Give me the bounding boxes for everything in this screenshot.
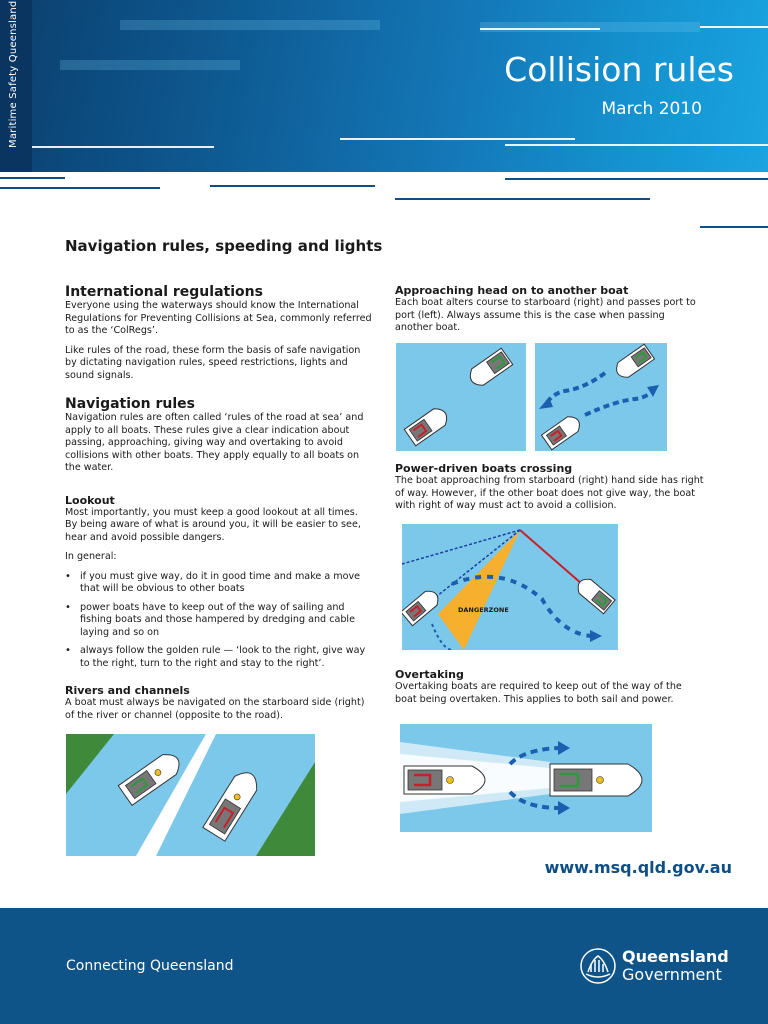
intl-regulations-heading: International regulations — [65, 284, 263, 300]
header-banner — [0, 0, 768, 172]
in-general-label: In general: — [65, 551, 117, 562]
crossing-diagram — [402, 524, 618, 650]
navigation-rules-heading: Navigation rules — [65, 396, 196, 412]
gov-name: Queensland — [622, 947, 729, 966]
left-column — [65, 284, 373, 722]
rivers-paragraph: A boat must always be navigated on the starboard side (right) of the river or channel (opposite to the road). — [65, 697, 365, 721]
footer-tagline: Connecting Queensland — [66, 958, 234, 974]
intl-regulations-paragraph: Everyone using the waterways should know the International Regulations for Preventing Collisions at Sea, commonly referred to as the ‘ColRegs’. — [65, 300, 372, 336]
crossing-paragraph: The boat approaching from starboard (right) hand side has right of way. However, if the other boat does not give way, the boat with right of way must act to avoid a collision. — [395, 475, 704, 511]
rivers-diagram — [66, 734, 315, 856]
head-on-diagram-1 — [396, 343, 526, 451]
lookout-bullet-list — [65, 571, 373, 671]
gov-sub: Government — [622, 965, 722, 984]
crossing-heading: Power-driven boats crossing — [395, 462, 573, 475]
crossing-section — [395, 462, 705, 513]
overtaking-heading: Overtaking — [395, 668, 464, 681]
list-item: • always follow the golden rule — ‘look to the right, give way to the right, turn to the right and stay to the right’. — [65, 645, 373, 670]
footer — [0, 908, 768, 1024]
dangerzone-label: DANGERZONE — [458, 606, 509, 614]
coat-of-arms-icon — [578, 946, 618, 986]
rivers-heading: Rivers and channels — [65, 684, 190, 697]
lookout-heading: Lookout — [65, 493, 115, 507]
overtaking-paragraph: Overtaking boats are required to keep out of the way of the boat being overtaken. This applies to both sail and power. — [395, 681, 682, 705]
navigation-rules-paragraph: Navigation rules are often called ‘rules of the road at sea’ and apply to all boats. These rules give a clear indication about passing, approaching, giving way and overtaking to avoid collisions with other boats. They apply equally to all boats on the water. — [65, 412, 364, 473]
organisation-label: Maritime Safety Queensland — [8, 0, 19, 148]
overtaking-section — [395, 668, 705, 706]
intl-regulations-paragraph-2: Like rules of the road, these form the basis of safe navigation by dictating navigation rules, speed restrictions, lights and sound signals. — [65, 344, 361, 381]
list-item: • power boats have to keep out of the way of sailing and fishing boats and those hampered by dredging and cable laying and so on — [65, 602, 373, 640]
header-side-strip — [0, 0, 32, 172]
section-heading: Navigation rules, speeding and lights — [65, 237, 383, 255]
publication-date: March 2010 — [601, 99, 702, 119]
list-item: • if you must give way, do it in good time and make a move that will be obvious to other boats — [65, 571, 373, 596]
page-title: Collision rules — [504, 50, 734, 89]
right-column — [395, 284, 705, 335]
content-area — [0, 172, 768, 908]
website-link[interactable]: www.msq.qld.gov.au — [544, 858, 732, 877]
queensland-government-logo — [578, 946, 738, 990]
head-on-heading: Approaching head on to another boat — [395, 284, 629, 297]
head-on-diagram-2 — [535, 343, 667, 451]
overtaking-diagram — [400, 724, 652, 832]
head-on-paragraph: Each boat alters course to starboard (right) and passes port to port (left). Always assume this is the case when passing another boat. — [395, 297, 696, 333]
lookout-paragraph: Most importantly, you must keep a good lookout at all times. By being aware of what is around you, it will be easier to see, hear and avoid possible dangers. — [65, 506, 361, 543]
